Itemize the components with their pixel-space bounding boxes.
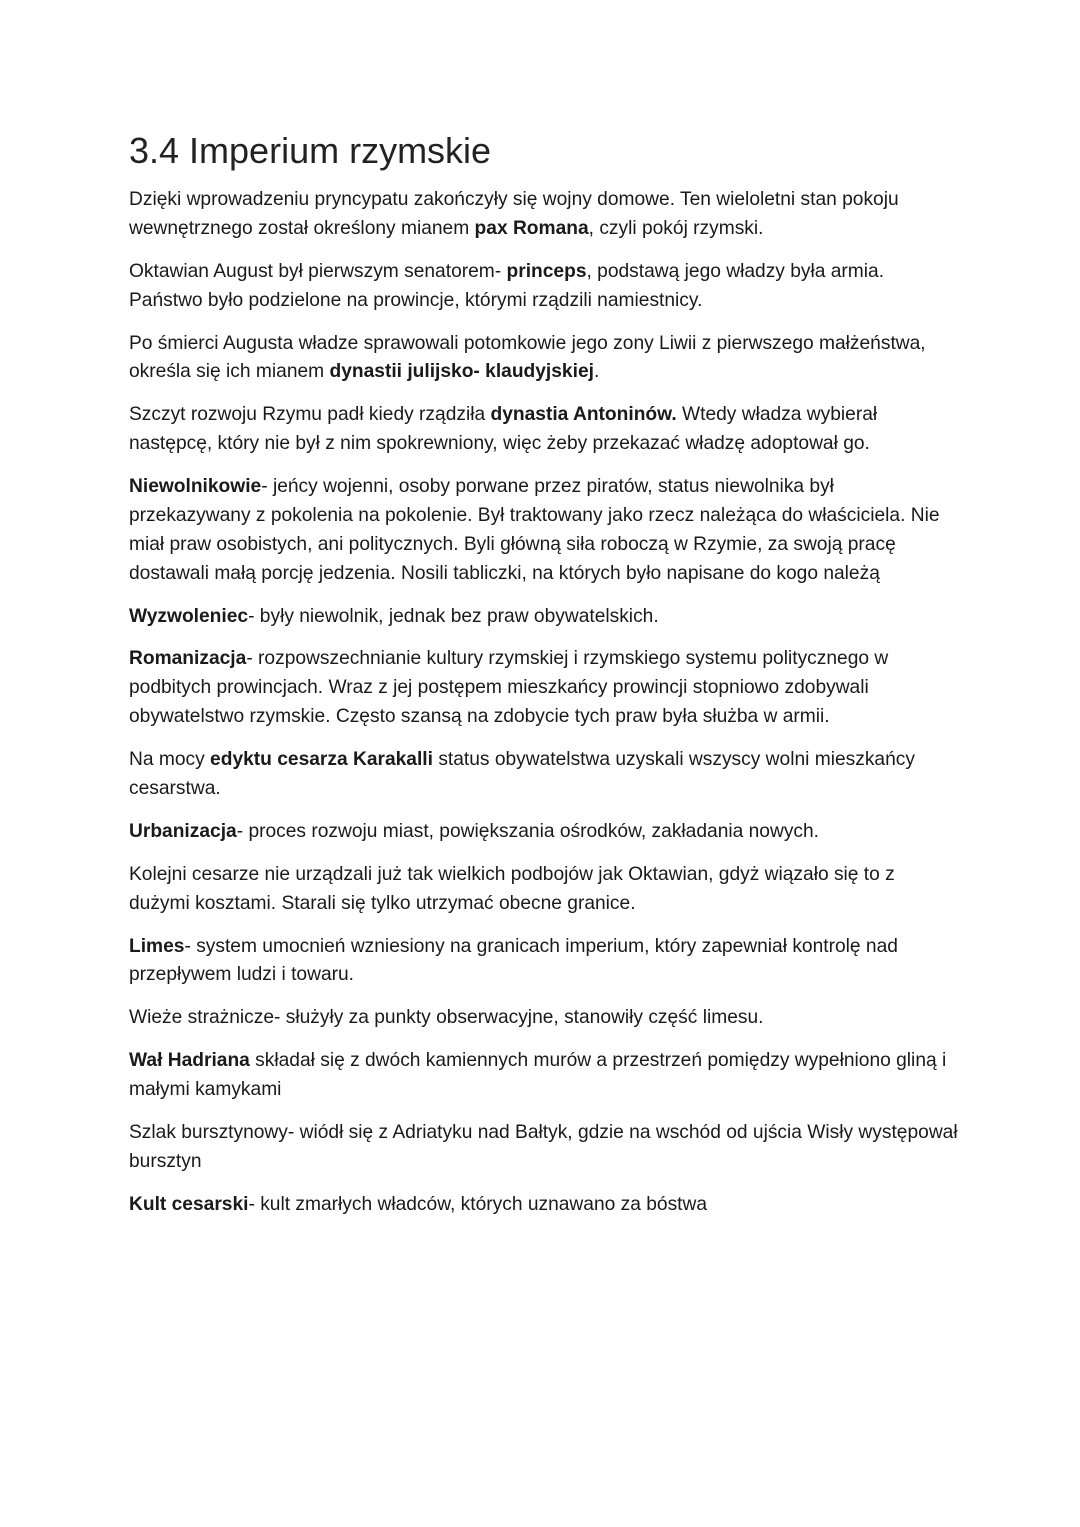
paragraph-dynastia-julijsko-klaudyjska: Po śmierci Augusta władze sprawowali potomkowie jego zony Liwii z pierwszego małżeństwa, określa się ich mianem dynastii julijsko- klaudyjskiej. bbox=[129, 332, 926, 383]
paragraph-wyzwoleniec: Wyzwoleniec- były niewolnik, jednak bez praw obywatelskich. bbox=[129, 605, 659, 627]
term-urbanizacja: Urbanizacja bbox=[129, 820, 237, 842]
paragraph-edykt-karakalli: Na mocy edyktu cesarza Karakalli status obywatelstwa uzyskali wszyscy wolni mieszkańcy cesarstwa. bbox=[129, 749, 915, 799]
paragraph-wal-hadriana: Wał Hadriana składał się z dwóch kamiennych murów a przestrzeń pomiędzy wypełniono gliną i małymi kamykami bbox=[129, 1050, 947, 1101]
paragraph-pax-romana: Dzięki wprowadzeniu pryncypatu zakończyły się wojny domowe. Ten wieloletni stan pokoju wewnętrznego został określony mianem pax Romana, czyli pokój rzymski. bbox=[129, 189, 899, 239]
term-princeps: princeps bbox=[506, 260, 587, 282]
page-title: 3.4 Imperium rzymskie bbox=[129, 130, 492, 171]
term-niewolnikowie: Niewolnikowie bbox=[129, 476, 262, 498]
term-wyzwoleniec: Wyzwoleniec bbox=[129, 605, 249, 627]
term-pax-romana: pax Romana bbox=[474, 217, 589, 239]
paragraph-kult-cesarski: Kult cesarski- kult zmarłych władców, których uznawano za bóstwa bbox=[129, 1193, 708, 1215]
paragraph-podboje: Kolejni cesarze nie urządzali już tak wielkich podbojów jak Oktawian, gdyż wiązało się to z dużymi kosztami. Starali się tylko utrzymać obecne granice. bbox=[129, 863, 895, 914]
term-limes: Limes bbox=[129, 935, 185, 957]
paragraph-szlak-bursztynowy: Szlak bursztynowy- wiódł się z Adriatyku nad Bałtyk, gdzie na wschód od ujścia Wisły występował bursztyn bbox=[129, 1122, 958, 1172]
paragraph-dynastia-antoninow: Szczyt rozwoju Rzymu padł kiedy rządziła dynastia Antoninów. Wtedy władza wybierał następcę, który nie był z nim spokrewniony, więc żeby przekazać władzę adoptował go. bbox=[129, 404, 878, 455]
term-dynastia-antoninow: dynastia Antoninów. bbox=[490, 404, 677, 426]
term-edykt-karakalli: edyktu cesarza Karakalli bbox=[210, 749, 433, 771]
paragraph-wieze-straznicze: Wieże strażnicze- służyły za punkty obserwacyjne, stanowiły część limesu. bbox=[129, 1007, 764, 1029]
term-romanizacja: Romanizacja bbox=[129, 648, 247, 670]
paragraph-niewolnikowie: Niewolnikowie- jeńcy wojenni, osoby porwane przez piratów, status niewolnika był przekazywany z pokolenia na pokolenie. Był traktowany jako rzecz należąca do właściciela. Nie miał praw osobistych, ani politycznych. Byli główną siła roboczą w Rzymie, za swoją pracę dostawali małą porcję jedzenia. Nosili tabliczki, na których było napisane do kogo należą bbox=[129, 476, 940, 584]
term-kult-cesarski: Kult cesarski bbox=[129, 1193, 249, 1215]
term-dynastia-julijsko-klaudyjska: dynastii julijsko- klaudyjskiej bbox=[329, 361, 594, 383]
paragraph-romanizacja: Romanizacja- rozpowszechnianie kultury rzymskiej i rzymskiego systemu politycznego w podbitych prowincjach. Wraz z jej postępem mieszkańcy prowincji stopniowo zdobywali obywatelstwo rzymskie. Często szansą na zdobycie tych praw była służba w armii. bbox=[129, 648, 889, 728]
term-wal-hadriana: Wał Hadriana bbox=[129, 1050, 250, 1072]
document-page bbox=[129, 128, 959, 1234]
paragraph-princeps: Oktawian August był pierwszym senatorem- princeps, podstawą jego władzy była armia. Państwo było podzielone na prowincje, którymi rządzili namiestnicy. bbox=[129, 260, 885, 311]
paragraph-limes: Limes- system umocnień wzniesiony na granicach imperium, który zapewniał kontrolę nad przepływem ludzi i towaru. bbox=[129, 935, 898, 986]
paragraph-urbanizacja: Urbanizacja- proces rozwoju miast, powiększania ośrodków, zakładania nowych. bbox=[129, 820, 820, 842]
